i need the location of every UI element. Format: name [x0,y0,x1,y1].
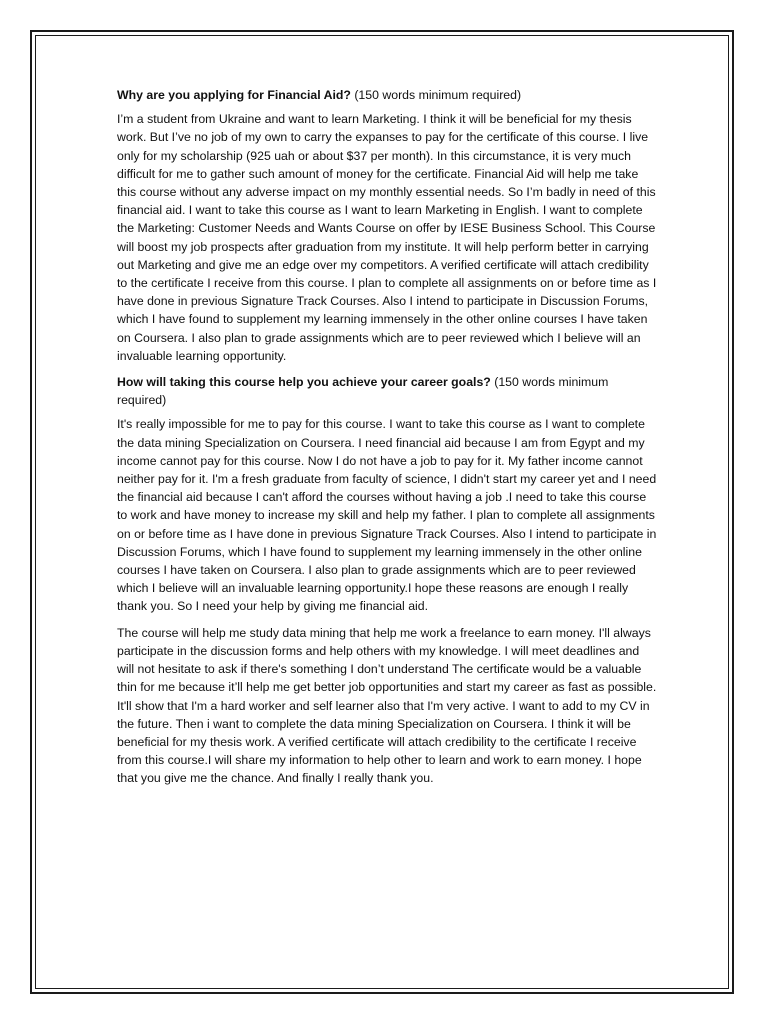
question-text: How will taking this course help you achieve your career goals? [117,375,491,390]
answer-paragraph: It's really impossible for me to pay for this course. I want to take this course as I want to complete the data mining Specialization on Coursera. I need financial aid because I am from Egypt and my income cannot pay for this course. Now I do not have a job to pay for it. My father income cannot neither pay for it. I'm a fresh graduate from faculty of science, I didn't start my career yet and I need the financial aid because I can't afford the courses without having a job .I need to take this course to work and have money to increase my skill and help my father. I plan to complete all assignments on or before time as I have done in previous Signature Track Courses. Also I intend to participate in Discussion Forums, which I have found to supplement my learning immensely in the other online courses I have taken on Coursera. I also plan to grade assignments which are to peer reviewed which I believe will an invaluable learning opportunity.I hope these reasons are enough I really thank you. So I need your help by giving me financial aid. [117,417,657,614]
answer-paragraph: I’m a student from Ukraine and want to learn Marketing. I think it will be beneficial for my thesis work. But I’ve no job of my own to carry the expanses to pay for the certificate of this course. I live only for my scholarship (925 uah or about $37 per month). In this circumstance, it is very much difficult for me to gather such amount of money for the certificate. Financial Aid will help me take this course without any adverse impact on my monthly essential needs. So I’m badly in need of this financial aid. I want to take this course as I want to learn Marketing in English. I want to complete the Marketing: Customer Needs and Wants Course on offer by IESE Business School. This Course will boost my job prospects after graduation from my institute. It will help perform better in carrying out Marketing and give me an edge over my competitors. A verified certificate will attach credibility to the certificate I receive from this course. I plan to complete all assignments on or before time as I have done in previous Signature Track Courses. Also I intend to participate in Discussion Forums, which I have found to supplement my learning immensely in the other online courses I have taken on Coursera. I also plan to grade assignments which are to peer reviewed which I believe will an invaluable learning opportunity. [117,112,657,363]
question-text: Why are you applying for Financial Aid? [117,88,351,102]
question-requirement: (150 words minimum required) [354,88,522,102]
document-body [117,86,657,796]
question-career-goals [117,373,657,409]
answer-paragraph: The course will help me study data mining that help me work a freelance to earn money. I'll always participate in the discussion forms and help others with my knowledge. I will meet deadlines and will not hesitate to ask if there's something I don’t understand The certificate would be a valuable thin for me because it’ll help me get better job opportunities and start my career as fast as possible. It'll show that I'm a hard worker and self learner also that I'm very active. I want to add to my CV in the future. Then i want to complete the data mining Specialization on Coursera. I think it will be beneficial for my thesis work. A verified certificate will attach credibility to the certificate I receive from this course.I will share my information to help other to learn and work to earn money. I hope that you give me the chance. And finally I really thank you. [117,625,657,786]
question-financial-aid [117,86,657,104]
question-requirement: (150 words minimum required) [117,375,609,408]
